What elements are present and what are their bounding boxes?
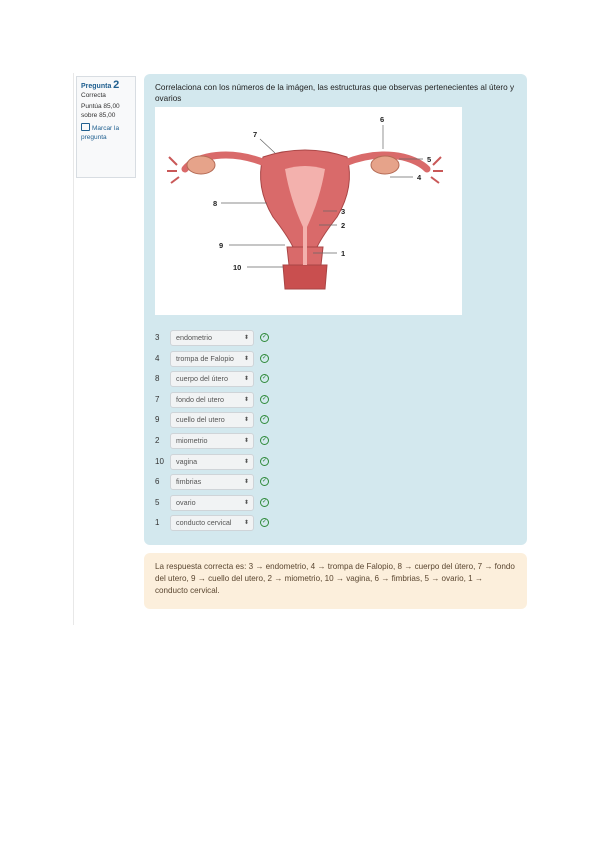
figure-label-4: 4 [417, 173, 422, 182]
answer-select[interactable] [170, 495, 254, 511]
figure-label-6: 6 [380, 115, 385, 124]
select-caret-icon: ⬍ [243, 458, 249, 465]
figure-label-2: 2 [341, 221, 346, 230]
answer-value: fimbrias [176, 477, 202, 487]
answer-value: endometrio [176, 333, 212, 342]
answer-value: cuerpo del útero [176, 374, 228, 384]
figure-label-7: 7 [253, 130, 258, 139]
fimbriae-right [431, 157, 443, 183]
correct-check-icon: ✓ [261, 395, 268, 402]
answer-row [155, 454, 285, 472]
answer-select[interactable] [170, 412, 254, 428]
correct-check-icon: ✓ [261, 416, 268, 423]
answer-number: 7 [155, 394, 160, 404]
question-info-panel [76, 76, 136, 178]
answer-row [155, 515, 285, 533]
question-number: 2 [113, 79, 120, 91]
flag-label: Marcar la pregunta [81, 125, 120, 141]
question-text: Correlaciona con los números de la imágen, las estructuras que observas pertenecientes al útero y ovarios [155, 83, 515, 103]
answer-value: vagina [176, 456, 198, 466]
flag-question-link[interactable] [81, 123, 131, 142]
select-caret-icon: ⬍ [243, 479, 249, 486]
answer-select[interactable] [170, 454, 254, 470]
figure-label-1: 1 [341, 249, 346, 258]
fimbriae-left [167, 157, 179, 183]
answer-row [155, 412, 285, 430]
answer-select[interactable] [170, 392, 254, 408]
select-caret-icon: ⬍ [243, 520, 249, 527]
question-heading [81, 81, 131, 92]
cervical-canal [303, 227, 307, 265]
figure-label-9: 9 [219, 241, 224, 250]
ovary-right [371, 156, 399, 174]
select-caret-icon: ⬍ [243, 499, 249, 506]
correct-check-icon: ✓ [261, 354, 268, 361]
answer-row [155, 474, 285, 492]
answer-select[interactable] [170, 330, 254, 346]
select-caret-icon: ⬍ [243, 335, 249, 341]
correct-check-icon: ✓ [261, 498, 268, 505]
answer-number: 8 [155, 374, 160, 384]
select-caret-icon: ⬍ [243, 396, 249, 403]
correct-check-icon: ✓ [261, 478, 268, 485]
answer-number: 9 [155, 415, 160, 425]
uterus-diagram-svg [155, 107, 462, 315]
answer-number: 1 [155, 518, 160, 528]
uterus-diagram [155, 107, 462, 315]
ovary-left [187, 156, 215, 174]
answer-value: trompa de Falopio [176, 353, 234, 363]
answer-select[interactable] [170, 474, 254, 490]
answer-value: miometrio [176, 436, 208, 445]
answer-value: ovario [176, 497, 196, 507]
select-caret-icon: ⬍ [243, 355, 249, 362]
question-card [144, 74, 527, 545]
answer-row [155, 495, 285, 513]
answer-number: 6 [155, 477, 160, 487]
question-label: Pregunta [81, 83, 112, 90]
question-status: Correcta [81, 91, 106, 99]
select-caret-icon: ⬍ [243, 438, 249, 444]
answer-number: 2 [155, 436, 160, 445]
figure-label-5: 5 [427, 155, 432, 164]
vagina [283, 265, 327, 289]
figure-label-3: 3 [341, 207, 346, 216]
answer-row [155, 433, 285, 451]
answer-number: 10 [155, 456, 164, 466]
answer-value: cuello del utero [176, 415, 225, 425]
answer-select[interactable] [170, 351, 254, 367]
left-rule [73, 73, 74, 625]
answer-select[interactable] [170, 371, 254, 387]
answer-select[interactable] [170, 515, 254, 531]
question-score: Puntúa 85,00 sobre 85,00 [81, 103, 120, 119]
leader-7 [260, 139, 275, 153]
answer-row [155, 392, 285, 410]
answer-number: 4 [155, 353, 160, 363]
answer-number: 3 [155, 333, 160, 342]
answer-value: conducto cervical [176, 518, 232, 528]
flag-icon [81, 123, 90, 131]
correct-check-icon: ✓ [261, 457, 268, 464]
answer-number: 5 [155, 497, 160, 507]
answer-select[interactable] [170, 433, 254, 449]
answer-row [155, 351, 285, 369]
answer-row [155, 371, 285, 389]
correct-check-icon: ✓ [261, 437, 268, 443]
correct-check-icon: ✓ [261, 375, 268, 382]
select-caret-icon: ⬍ [243, 417, 249, 424]
correct-check-icon: ✓ [261, 334, 268, 340]
figure-label-8: 8 [213, 199, 218, 208]
select-caret-icon: ⬍ [243, 376, 249, 383]
answer-value: fondo del utero [176, 394, 224, 404]
correct-check-icon: ✓ [261, 519, 268, 526]
correct-answer-feedback [144, 553, 527, 609]
answer-row [155, 330, 285, 348]
figure-label-10: 10 [233, 263, 242, 272]
feedback-text: La respuesta correcta es: 3 → endometrio, 4 → trompa de Falopio, 8 → cuerpo del útero, 7 → fondo del utero, 9 → cuello del utero, 2 → miometrio, 10 → vagina, 6 → fimbrias, 5 → ovario, 1 → conducto cervical. [155, 562, 515, 595]
